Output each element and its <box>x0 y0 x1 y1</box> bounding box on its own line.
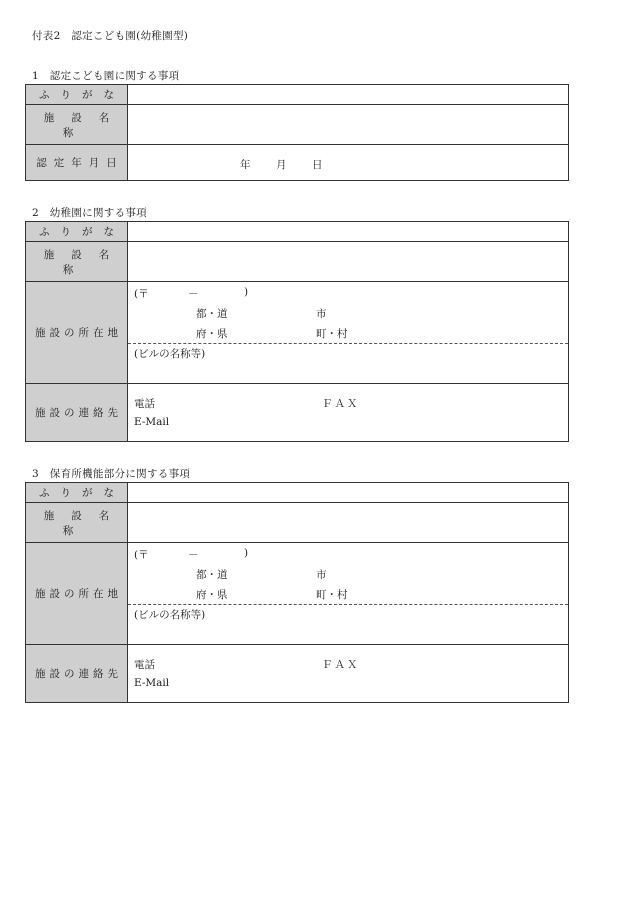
postal-close: ) <box>244 286 249 298</box>
facility-contact-label: 施設の連絡先 <box>26 645 128 703</box>
prefecture-fu-ken: 府・県 <box>196 328 228 340</box>
fax-label: ＦＡＸ <box>322 659 360 671</box>
section-1-heading: 1 認定こども園に関する事項 <box>32 70 180 82</box>
city-shi: 市 <box>316 569 327 581</box>
facility-name-field[interactable] <box>128 242 569 282</box>
furigana-label: ふりがな <box>26 85 128 105</box>
certification-date-label: 認定年月日 <box>26 145 128 181</box>
furigana-field[interactable] <box>128 85 569 105</box>
section-2-table <box>25 221 569 442</box>
email-label: E-Mail <box>134 416 170 428</box>
address-divider <box>128 604 568 605</box>
section-1-table <box>25 84 569 181</box>
prefecture-to-do: 都・道 <box>196 308 228 320</box>
postal-dash: － <box>188 288 199 300</box>
certification-date-field[interactable] <box>128 145 569 181</box>
facility-name-label: 施設名称 <box>26 105 128 145</box>
postal-close: ) <box>244 547 249 559</box>
facility-contact-field[interactable] <box>128 645 569 703</box>
section-3-heading: 3 保育所機能部分に関する事項 <box>32 468 191 480</box>
town-village: 町・村 <box>316 328 348 340</box>
furigana-field[interactable] <box>128 483 569 503</box>
year-label: 年 <box>240 159 251 171</box>
facility-name-field[interactable] <box>128 503 569 543</box>
facility-name-label: 施設名称 <box>26 242 128 282</box>
facility-contact-field[interactable] <box>128 384 569 442</box>
phone-label: 電話 <box>134 398 155 410</box>
facility-address-field[interactable] <box>128 282 569 384</box>
prefecture-to-do: 都・道 <box>196 569 228 581</box>
phone-label: 電話 <box>134 659 155 671</box>
postal-open: (〒 <box>134 549 149 561</box>
section-3-table <box>25 482 569 703</box>
document-title: 付表2 認定こども園(幼稚園型) <box>32 30 189 42</box>
facility-address-label: 施設の所在地 <box>26 543 128 645</box>
city-shi: 市 <box>316 308 327 320</box>
email-label: E-Mail <box>134 677 170 689</box>
month-label: 月 <box>276 159 287 171</box>
facility-contact-label: 施設の連絡先 <box>26 384 128 442</box>
address-divider <box>128 343 568 344</box>
postal-open: (〒 <box>134 288 149 300</box>
furigana-field[interactable] <box>128 222 569 242</box>
prefecture-fu-ken: 府・県 <box>196 589 228 601</box>
facility-name-label: 施設名称 <box>26 503 128 543</box>
furigana-label: ふりがな <box>26 222 128 242</box>
facility-name-field[interactable] <box>128 105 569 145</box>
day-label: 日 <box>312 159 323 171</box>
building-name-label: (ビルの名称等) <box>134 609 206 621</box>
fax-label: ＦＡＸ <box>322 398 360 410</box>
building-name-label: (ビルの名称等) <box>134 348 206 360</box>
postal-dash: － <box>188 549 199 561</box>
facility-address-label: 施設の所在地 <box>26 282 128 384</box>
furigana-label: ふりがな <box>26 483 128 503</box>
section-2-heading: 2 幼稚園に関する事項 <box>32 207 147 219</box>
facility-address-field[interactable] <box>128 543 569 645</box>
town-village: 町・村 <box>316 589 348 601</box>
